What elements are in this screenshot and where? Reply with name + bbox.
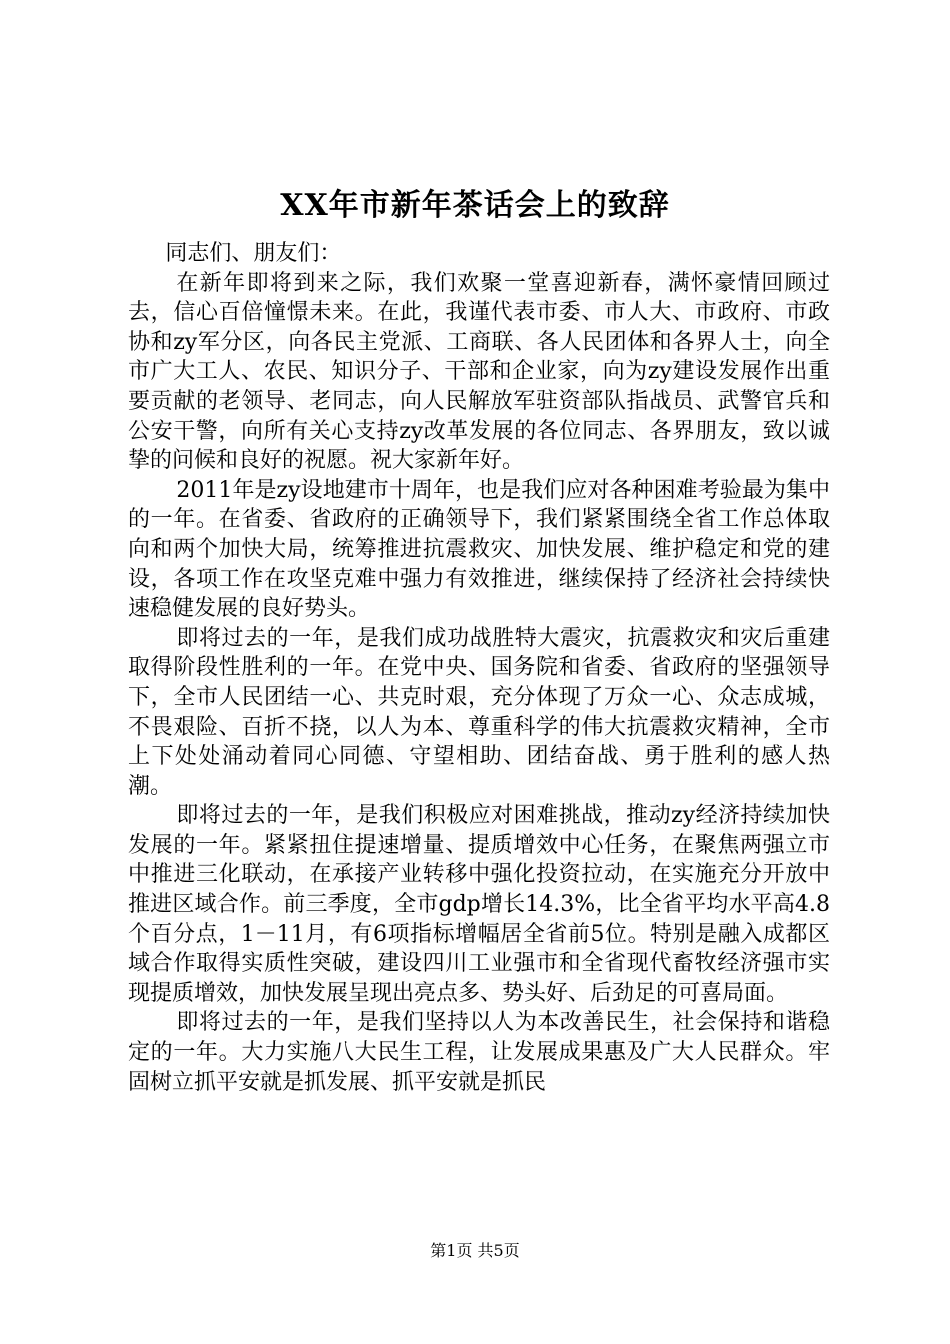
paragraph: 即将过去的一年，是我们坚持以人为本改善民生，社会保持和谐稳定的一年。大力实施八大民生工程，让发展成果惠及广大人民群众。牢固树立抓平安就是抓发展、抓平安就是抓民	[128, 1010, 830, 1095]
paragraph: 即将过去的一年，是我们成功战胜特大震灾，抗震救灾和灾后重建取得阶段性胜利的一年。在党中央、国务院和省委、省政府的坚强领导下，全市人民团结一心、共克时艰，充分体现了万众一心、众志成城，不畏艰险、百折不挠，以人为本、尊重科学的伟大抗震救灾精神，全市上下处处涌动着同心同德、守望相助、团结奋战、勇于胜利的感人热潮。	[128, 625, 830, 799]
paragraph: 2011年是zy设地建市十周年，也是我们应对各种困难考验最为集中的一年。在省委、省政府的正确领导下，我们紧紧围绕全省工作总体取向和两个加快大局，统筹推进抗震救灾、加快发展、维护稳定和党的建设，各项工作在攻坚克难中强力有效推进，继续保持了经济社会持续快速稳健发展的良好势头。	[128, 477, 830, 622]
document-title: XX年市新年茶话会上的致辞	[280, 188, 670, 223]
page-footer: 第1页 共5页	[430, 1241, 520, 1260]
paragraph: 即将过去的一年，是我们积极应对困难挑战，推动zy经济持续加快发展的一年。紧紧扭住提速增量、提质增效中心任务，在聚焦两强立市中推进三化联动，在承接产业转移中强化投资拉动，在实施充分开放中推进区域合作。前三季度，全市gdp增长14.3%，比全省平均水平高4.8个百分点，1－11月，有6项指标增幅居全省前5位。特别是融入成都区域合作取得实质性突破，建设四川工业强市和全省现代畜牧经济强市实现提质增效，加快发展呈现出亮点多、势头好、后劲足的可喜局面。	[128, 803, 830, 1006]
document-body	[128, 239, 830, 1097]
salutation: 同志们、朋友们：	[165, 241, 342, 266]
paragraph: 在新年即将到来之际，我们欢聚一堂喜迎新春，满怀豪情回顾过去，信心百倍憧憬未来。在此，我谨代表市委、市人大、市政府、市政协和zy军分区，向各民主党派、工商联、各人民团体和各界人士，向全市广大工人、农民、知识分子、干部和企业家，向为zy建设发展作出重要贡献的老领导、老同志，向人民解放军驻资部队指战员、武警官兵和公安干警，向所有关心支持zy改革发展的各位同志、各界朋友，致以诚挚的问候和良好的祝愿。祝大家新年好。	[128, 270, 830, 474]
